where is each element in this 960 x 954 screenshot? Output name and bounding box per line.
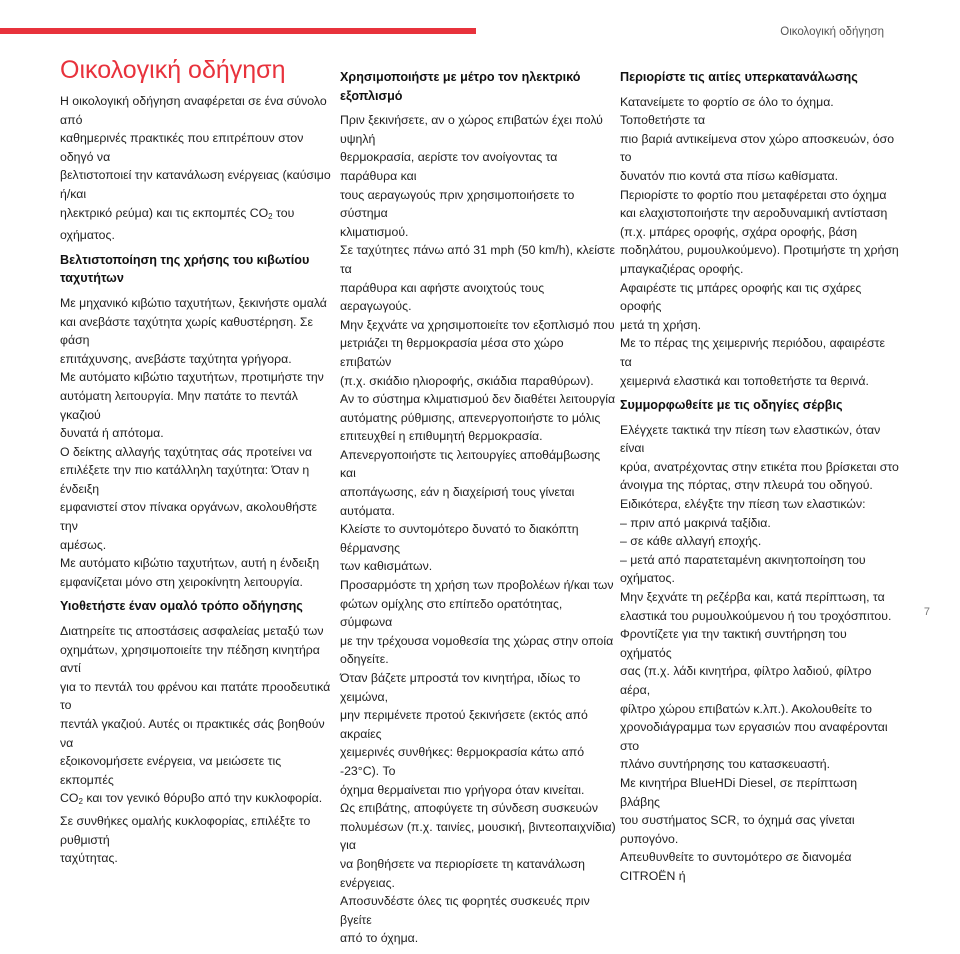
service-paragraph (620, 421, 900, 886)
text-line: Ειδικότερα, ελέγξτε την πίεση των ελαστικών: (620, 497, 866, 512)
text-line: άνοιγμα της πόρτας, στην πλευρά του οδηγού. (620, 478, 873, 493)
text-line: μετά τη χρήση. (620, 317, 702, 332)
text-line: $CO_2$ και τον γενικό θόρυβο από την κυκλοφορία. (60, 791, 323, 807)
text-line: φώτων ομίχλης στο επίπεδο ορατότητας, σύμφωνα (340, 596, 563, 630)
text-line: Σε ταχύτητες πάνω από 31 mph (50 km/h), κλείστε τα (340, 243, 615, 276)
text-line: οδηγείτε. (340, 652, 389, 667)
text-line: και ελαχιστοποιήστε την αεροδυναμική αντίσταση (620, 206, 888, 221)
text-line: επιλέξετε την πιο κατάλληλη ταχύτητα: Όταν η ένδειξη (60, 463, 310, 496)
text-line: με την τρέχουσα νομοθεσία της χώρας στην οποία (340, 633, 614, 648)
text-line: οχημάτων, χρησιμοποιείτε την πέδηση κινητήρα αντί (60, 642, 320, 676)
text-line: αμέσως. (60, 537, 107, 552)
text-line: – σε κάθε αλλαγή εποχής. (620, 534, 762, 549)
text-line: εμφανιστεί στον πίνακα οργάνων, ακολουθήστε την (60, 500, 317, 534)
text-line: Περιορίστε το φορτίο που μεταφέρεται στο όχημα (620, 187, 887, 202)
text-line: Με κινητήρα BlueHDi Diesel, σε περίπτωση βλάβης (620, 775, 858, 809)
text-line: Όταν βάζετε μπροστά τον κινητήρα, ιδίως το χειμώνα, (340, 671, 581, 704)
text-line: θερμοκρασία, αερίστε τον ανοίγοντας τα παράθυρα και (340, 150, 558, 183)
text-line: Απενεργοποιήστε τις λειτουργίες αποθάμβωσης και (340, 447, 601, 481)
text-line: όχημα θερμαίνεται πιο γρήγορα όταν κινείται. (340, 782, 585, 797)
text-line: επιτευχθεί η επιθυμητή θερμοκρασία. (340, 429, 543, 444)
column-1 (60, 56, 336, 874)
text-line: οχήματος. (620, 571, 675, 586)
text-line: Ο δείκτης αλλαγής ταχύτητας σάς προτείνει να (60, 444, 312, 459)
text-line: πεντάλ γκαζιού. Αυτές οι πρακτικές σάς βοηθούν να (60, 717, 325, 750)
text-line: δυνατόν πιο κοντά στα πίσω καθίσματα. (620, 168, 839, 183)
text-line: κλιματισμού. (340, 224, 409, 239)
running-title: Οικολογική οδήγηση (780, 26, 884, 38)
text-line: Μην ξεχνάτε να χρησιμοποιείτε τον εξοπλισμό που (340, 317, 615, 332)
text-line: πολυμέσων (π.χ. ταινίες, μουσική, βιντεοπαιχνίδια) για (340, 819, 616, 853)
text-line: Πριν ξεκινήσετε, αν ο χώρος επιβατών έχει πολύ υψηλή (340, 113, 603, 146)
text-line: πλάνο συντήρησης του κατασκευαστή. (620, 757, 831, 772)
text-line: Ως επιβάτης, αποφύγετε τη σύνδεση συσκευών (340, 801, 598, 816)
text-line: εμφανίζεται μόνο στη χειροκίνητη λειτουργία. (60, 574, 303, 589)
text-line: Με αυτόματο κιβώτιο ταχυτήτων, αυτή η ένδειξη (60, 556, 320, 571)
text-line: Προσαρμόστε τη χρήση των προβολέων ή/και των (340, 578, 614, 593)
section-heading-smooth-driving: Υιοθετήστε έναν ομαλό τρόπο οδήγησης (60, 599, 303, 614)
text-line: (π.χ. σκιάδιο ηλιοροφής, σκιάδια παραθύρων). (340, 373, 594, 388)
text-line: μετριάζει τη θερμοκρασία μέσα στο χώρο επιβατών (340, 336, 564, 369)
text-line: βελτιστοποιεί την κατανάλωση ενέργειας (καύσιμο ή/και (60, 168, 331, 201)
text-line: Διατηρείτε τις αποστάσεις ασφαλείας μεταξύ των (60, 624, 324, 639)
smooth-driving-paragraph (60, 622, 336, 868)
text-line: φίλτρο χώρου επιβατών κ.λπ.). Ακολουθείτε το (620, 701, 872, 716)
text-line: μπαγκαζιέρας οροφής. (620, 261, 744, 276)
text-line: Με μηχανικό κιβώτιο ταχυτήτων, ξεκινήστε ομαλά (60, 295, 327, 310)
text-line: ταχύτητας. (60, 851, 118, 866)
text-line: του συστήματος SCR, το όχημά σας γίνεται ρυπογόνο. (620, 813, 855, 846)
text-line: Η οικολογική οδήγηση αναφέρεται σε ένα σύνολο από (60, 94, 327, 127)
text-line: για το πεντάλ του φρένου και πατάτε προοδευτικά το (60, 679, 331, 713)
text-line: από το όχημα. (340, 931, 419, 946)
text-line: – πριν από μακρινά ταξίδια. (620, 515, 771, 530)
gearbox-paragraph (60, 294, 336, 592)
column-3 (620, 68, 900, 892)
section-heading-electrical: Χρησιμοποιήστε με μέτρο τον ηλεκτρικό εξοπλισμό (340, 70, 581, 103)
text-line: Κλείστε το συντομότερο δυνατό το διακόπτη θέρμανσης (340, 522, 579, 555)
text-line: Με αυτόματο κιβώτιο ταχυτήτων, προτιμήστε την (60, 370, 324, 385)
electrical-paragraph (340, 111, 616, 948)
section-heading-service: Συμμορφωθείτε με τις οδηγίες σέρβις (620, 398, 843, 413)
text-line: χειμερινά ελαστικά και τοποθετήστε τα θερινά. (620, 373, 869, 388)
intro-paragraph (60, 92, 336, 245)
text-line: εξοικονομήσετε ενέργεια, να μειώσετε τις εκπομπές (60, 754, 282, 787)
section-heading-gearbox: Βελτιστοποίηση της χρήσης του κιβωτίου ταχυτήτων (60, 252, 310, 286)
text-line: αποπάγωσης, εάν η διαχείρισή τους γίνεται αυτόματα. (340, 485, 575, 518)
text-line: των καθισμάτων. (340, 559, 433, 574)
text-line: ηλεκτρικό ρεύμα) και τις εκπομπές $CO_2$ του οχήματος. (60, 205, 295, 243)
text-line: να βοηθήσετε να περιορίσετε τη κατανάλωση ενέργειας. (340, 856, 585, 890)
text-line: κρύα, ανατρέχοντας στην ετικέτα που βρίσκεται στο (620, 459, 899, 474)
text-line: ελαστικά του ρυμουλκούμενου ή του τροχόσπιτου. (620, 608, 892, 623)
text-line: καθημερινές πρακτικές που επιτρέπουν στον οδηγό να (60, 131, 304, 164)
text-line: Φροντίζετε για την τακτική συντήρηση του οχήματός (620, 627, 847, 660)
page-number: 7 (923, 606, 930, 618)
header-accent-bar (0, 28, 476, 34)
text-line: μην περιμένετε προτού ξεκινήσετε (εκτός από ακραίες (340, 708, 588, 741)
text-line: επιτάχυνσης, ανεβάστε ταχύτητα γρήγορα. (60, 351, 292, 366)
text-line: Απευθυνθείτε το συντομότερο σε διανομέα CITROËN ή (620, 850, 852, 883)
text-line: Μην ξεχνάτε τη ρεζέρβα και, κατά περίπτωση, τα (620, 590, 885, 605)
text-line: Ελέγχετε τακτικά την πίεση των ελαστικών, όταν είναι (620, 422, 881, 456)
text-line: παράθυρα και αφήστε ανοιχτούς τους αεραγωγούς. (340, 280, 545, 314)
text-line: χειμερινές συνθήκες: θερμοκρασία κάτω από -23°C). Το (340, 745, 585, 778)
text-line: και ανεβάστε ταχύτητα χωρίς καθυστέρηση. Σε φάση (60, 314, 313, 348)
text-line: δυνατά ή απότομα. (60, 426, 164, 441)
text-line: Με το πέρας της χειμερινής περιόδου, αφαιρέστε τα (620, 336, 885, 369)
text-line: τους αεραγωγούς πριν χρησιμοποιήσετε το σύστημα (340, 187, 575, 221)
text-line: σας (π.χ. λάδι κινητήρα, φίλτρο λαδιού, φίλτρο αέρα, (620, 664, 872, 697)
text-line: Αποσυνδέστε όλες τις φορητές συσκευές πριν βγείτε (340, 894, 590, 927)
page-title: Οικολογική οδήγηση (60, 56, 286, 84)
text-line: Αφαιρέστε τις μπάρες οροφής και τις σχάρες οροφής (620, 280, 862, 314)
text-line: πιο βαριά αντικείμενα στον χώρο αποσκευών, όσο το (620, 131, 895, 165)
text-line: ποδηλάτου, ρυμουλκούμενο). Προτιμήστε τη χρήση (620, 243, 899, 258)
text-line: αυτόματη λειτουργία. Μην πατάτε το πεντάλ γκαζιού (60, 388, 298, 422)
text-line: – μετά από παρατεταμένη ακινητοποίηση του (620, 552, 866, 567)
text-line: (π.χ. μπάρες οροφής, σχάρα οροφής, βάση (620, 224, 858, 239)
overconsumption-paragraph (620, 93, 900, 391)
text-line: Αν το σύστημα κλιματισμού δεν διαθέτει λειτουργία (340, 392, 616, 407)
text-line: χρονοδιάγραμμα των εργασιών που αναφέρονται στο (620, 720, 888, 753)
text-line: Κατανείμετε το φορτίο σε όλο το όχημα. Τοποθετήστε τα (620, 94, 834, 128)
text-line: Σε συνθήκες ομαλής κυκλοφορίας, επιλέξτε το ρυθμιστή (60, 813, 311, 847)
column-2 (340, 68, 616, 954)
section-heading-overconsumption: Περιορίστε τις αιτίες υπερκατανάλωσης (620, 70, 858, 84)
text-line: αυτόματης ρύθμισης, απενεργοποιήστε το μόλις (340, 410, 601, 425)
